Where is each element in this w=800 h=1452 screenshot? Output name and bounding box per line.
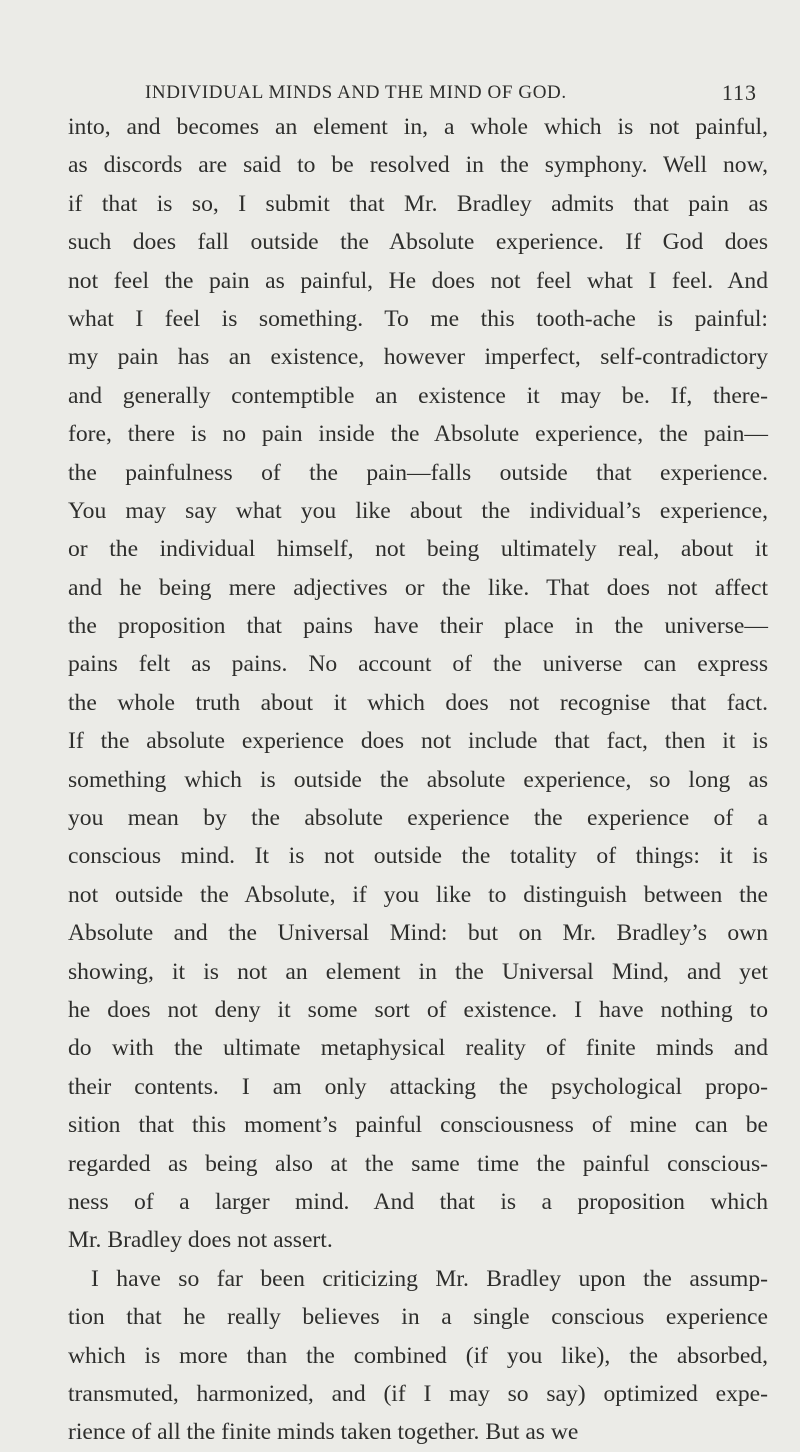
text-line: not feel the pain as painful, He does not feel what I feel. And <box>68 267 768 294</box>
text-line: he does not deny it some sort of existence. I have nothing to <box>68 996 768 1023</box>
text-line: as discords are said to be resolved in the symphony. Well now, <box>68 152 768 179</box>
text-line: regarded as being also at the same time the painful conscious- <box>68 1150 768 1177</box>
text-line: something which is outside the absolute experience, so long as <box>68 766 768 793</box>
text-line: such does fall outside the Absolute experience. If God does <box>68 229 768 256</box>
body-text <box>68 108 768 1452</box>
page-number: 113 <box>721 80 757 105</box>
text-line: Absolute and the Universal Mind: but on Mr. Bradley’s own <box>68 920 768 947</box>
text-line: or the individual himself, not being ultimately real, about it <box>68 536 768 563</box>
text-line: their contents. I am only attacking the psychological propo- <box>68 1073 768 1100</box>
text-line: into, and becomes an element in, a whole which is not painful, <box>68 114 768 140</box>
text-line: do with the ultimate metaphysical reality of finite minds and <box>68 1035 768 1062</box>
text-line: conscious mind. It is not outside the totality of things: it is <box>68 843 768 870</box>
text-line: sition that this moment’s painful consciousness of mine can be <box>68 1112 768 1139</box>
text-line: rience of all the finite minds taken together. But as we <box>68 1419 579 1446</box>
paragraph <box>68 1260 768 1452</box>
text-line: You may say what you like about the individual’s experience, <box>68 497 768 524</box>
text-line: transmuted, harmonized, and (if I may so say) optimized expe- <box>68 1380 768 1407</box>
text-line: the proposition that pains have their place in the universe— <box>68 613 768 640</box>
text-line: if that is so, I submit that Mr. Bradley admits that pain as <box>68 190 768 217</box>
text-line: the painfulness of the pain—falls outside that experience. <box>68 459 768 486</box>
text-line: ness of a larger mind. And that is a proposition which <box>68 1188 768 1215</box>
text-line: If the absolute experience does not include that fact, then it is <box>68 728 768 755</box>
running-title: INDIVIDUAL MINDS AND THE MIND OF GOD. <box>145 82 567 103</box>
paragraph <box>68 108 768 1260</box>
text-line: Mr. Bradley does not assert. <box>68 1227 333 1254</box>
text-line: not outside the Absolute, if you like to distinguish between the <box>68 881 768 908</box>
text-line: fore, there is no pain inside the Absolute experience, the pain— <box>68 421 768 448</box>
text-line: you mean by the absolute experience the experience of a <box>68 805 768 832</box>
text-line: and generally contemptible an existence it may be. If, there- <box>68 382 768 409</box>
text-line: the whole truth about it which does not recognise that fact. <box>68 689 768 716</box>
text-line: which is more than the combined (if you like), the absorbed, <box>68 1342 768 1369</box>
text-line: what I feel is something. To me this tooth-ache is painful: <box>68 305 768 332</box>
text-line: and he being mere adjectives or the like. That does not affect <box>68 574 768 601</box>
text-line: tion that he really believes in a single conscious experience <box>68 1304 768 1331</box>
text-line: showing, it is not an element in the Universal Mind, and yet <box>68 958 768 985</box>
text-line: I have so far been criticizing Mr. Bradley upon the assump- <box>91 1265 768 1292</box>
text-line: pains felt as pains. No account of the universe can express <box>68 651 768 678</box>
text-line: my pain has an existence, however imperfect, self-contradictory <box>68 344 768 371</box>
running-header <box>145 76 757 110</box>
